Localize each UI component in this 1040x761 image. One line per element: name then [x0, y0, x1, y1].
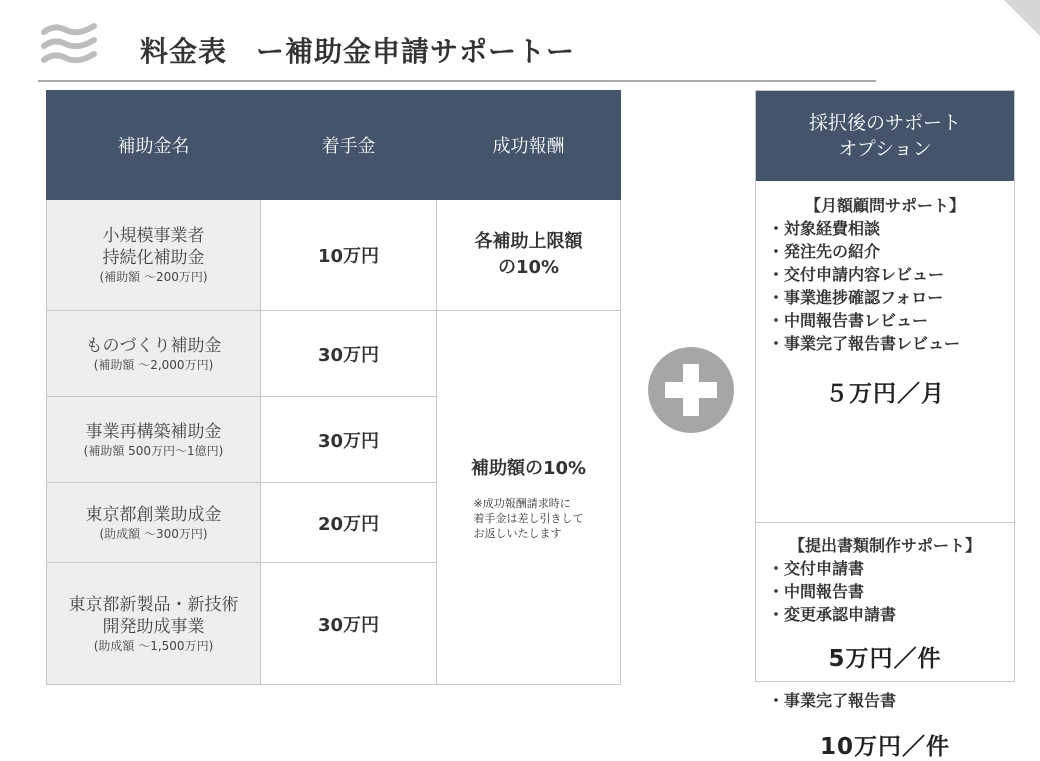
monthly-support-price: ５万円／月: [825, 381, 945, 407]
initial-fee: 20万円: [261, 483, 437, 563]
subsidy-amount-note: (補助額 ～2,000万円): [93, 357, 214, 372]
header-initial-fee: 着手金: [261, 91, 437, 200]
list-item: ・発注先の紹介: [768, 242, 881, 261]
note-line: お返しいたします: [473, 527, 562, 540]
subsidy-name: 持続化補助金: [102, 248, 205, 268]
subsidy-name-cell: [47, 397, 261, 483]
fee-table-header: [47, 91, 621, 200]
success-fee-note: [474, 496, 584, 541]
subsidy-amount-note: (補助額 ～200万円): [99, 270, 208, 284]
note-line: 着手金は差し引きして: [473, 512, 584, 525]
title-divider: [38, 80, 876, 82]
list-item: ・事業完了報告書: [768, 691, 897, 710]
plus-circle-icon: [648, 347, 734, 433]
initial-fee: 10万円: [261, 200, 437, 311]
list-item: ・対象経費相談: [768, 219, 881, 238]
subsidy-name: 開発助成事業: [102, 616, 205, 637]
header-subsidy-name: 補助金名: [47, 91, 261, 200]
subsidy-name-cell: [47, 311, 261, 397]
monthly-support-section: [756, 181, 1014, 523]
document-support-extra-price: 10万円／件: [819, 734, 950, 760]
list-item: ・事業完了報告書レビュー: [768, 334, 961, 353]
success-fee-top: の10%: [497, 257, 560, 278]
table-row: [47, 200, 621, 311]
corner-decoration: [1004, 0, 1040, 36]
initial-fee: 30万円: [261, 563, 437, 685]
list-item: ・中間報告書レビュー: [768, 311, 929, 330]
subsidy-name-cell: [47, 563, 261, 685]
options-header: [756, 91, 1014, 181]
success-fee-main: 補助額の10%: [470, 458, 587, 479]
subsidy-name: ものづくり補助金: [85, 335, 222, 356]
monthly-support-title: 【月額顧問サポート】: [804, 196, 965, 215]
subsidy-name-cell: [47, 200, 261, 311]
document-support-title: 【提出書類制作サポート】: [788, 536, 981, 555]
document-support-section: [756, 523, 1014, 761]
initial-fee: 30万円: [261, 397, 437, 483]
table-row: [47, 311, 621, 397]
note-line: ※成功報酬請求時に: [473, 497, 571, 510]
success-fee-cell: [437, 311, 621, 685]
subsidy-name: 小規模事業者: [102, 226, 205, 246]
monthly-support-list: [768, 217, 1014, 355]
document-support-list: [768, 557, 1014, 626]
subsidy-amount-note: (助成額 ～300万円): [99, 526, 208, 541]
success-fee-top: 各補助上限額: [474, 231, 583, 252]
subsidy-amount-note: (補助額 500万円～1億円): [83, 443, 224, 458]
list-item: ・変更承認申請書: [768, 605, 897, 624]
document-support-extra-list: [768, 689, 1014, 712]
initial-fee: 30万円: [261, 311, 437, 397]
header-success-fee: 成功報酬: [437, 91, 621, 200]
success-fee-cell: [437, 200, 621, 311]
subsidy-name-cell: [47, 483, 261, 563]
list-item: ・交付申請書: [768, 559, 865, 578]
subsidy-amount-note: (助成額 ～1,500万円): [93, 638, 214, 653]
subsidy-name: 事業再構築補助金: [85, 421, 222, 442]
page-title: 料金表 ー補助金申請サポートー: [140, 35, 576, 68]
list-item: ・事業進捗確認フォロー: [768, 288, 944, 307]
list-item: ・中間報告書: [768, 582, 865, 601]
options-header-line: 採択後のサポート: [808, 112, 961, 134]
wave-lines-icon: [40, 20, 100, 70]
options-header-line: オプション: [838, 138, 932, 160]
support-options-panel: [755, 90, 1015, 760]
list-item: ・交付申請内容レビュー: [768, 265, 945, 284]
document-support-price: 5万円／件: [828, 646, 942, 672]
fee-table: [46, 90, 621, 685]
subsidy-name: 東京都新製品・新技術: [68, 594, 239, 615]
subsidy-name: 東京都創業助成金: [85, 504, 222, 525]
